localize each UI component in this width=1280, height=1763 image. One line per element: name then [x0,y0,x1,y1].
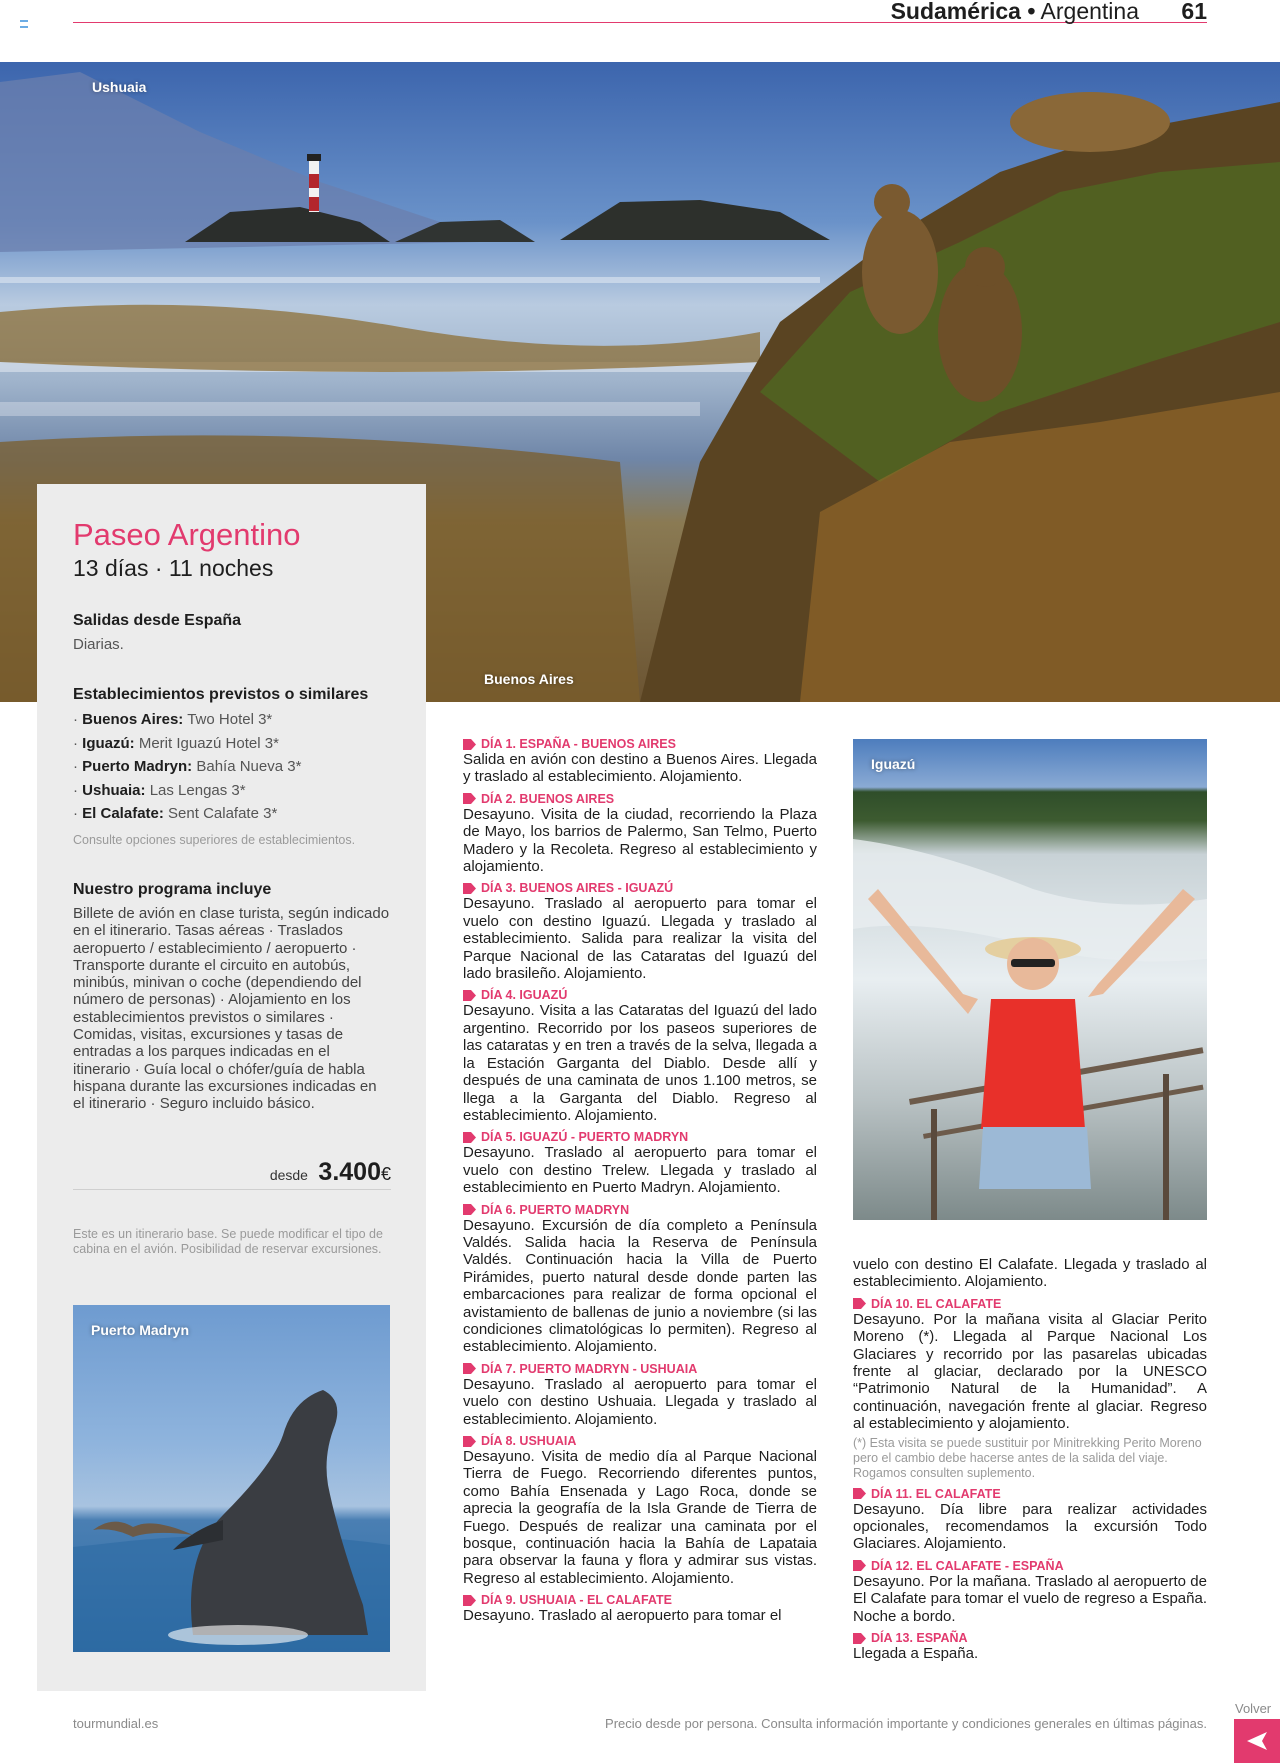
back-arrow-icon [1245,1730,1269,1752]
day-title: DÍA 4. IGUAZÚ [481,988,568,1003]
hotel-city: Iguazú: [82,734,135,752]
day-title: DÍA 13. ESPAÑA [871,1631,968,1646]
flag-icon [20,20,28,27]
whale-photo-label: Puerto Madryn [91,1322,190,1338]
day-heading [853,1631,1207,1645]
day-heading [463,1130,817,1144]
iguazu-photo [853,739,1207,1220]
tag-icon [853,1633,866,1644]
departures-text: Diarias. [73,636,124,653]
day-title: DÍA 1. ESPAÑA - BUENOS AIRES [481,737,676,751]
tag-icon [853,1488,866,1499]
whale-illustration [73,1305,390,1652]
hotel-city: Buenos Aires: [82,711,184,728]
tag-icon [463,739,476,750]
day-text: Desayuno. Por la mañana visita al Glaciar Perito Moreno (*). Llegada al Parque Nacional Los Glaciares y recorrido por las pasarelas ubicadas frente al glaciar, declarado por la UNESCO “Patrimonio Natural de la Humanidad”. A continuación, navegación frente al glaciar. Regreso al establecimiento y alojamiento. [853,1310,1207,1433]
day-title: DÍA 10. EL CALAFATE [871,1296,1002,1311]
header-title [891,0,1207,22]
day-heading [463,792,817,806]
day-text-continuation: vuelo con destino El Calafate. Llegada y traslado al establecimiento. Alojamiento. [853,1256,1207,1291]
day-title: DÍA 3. BUENOS AIRES - IGUAZÚ [481,881,674,896]
list-item: · Buenos Aires: Two Hotel 3* [73,711,273,728]
tag-icon [463,793,476,804]
day-heading [853,1559,1207,1573]
iguazu-photo-label: Iguazú [871,756,916,772]
footer-site-link[interactable]: tourmundial.es [73,1716,159,1731]
hotel-list [73,708,301,826]
hotel-city: Puerto Madryn: [82,758,193,775]
hotel-name: Las Lengas 3* [149,781,246,799]
iguazu-illustration [853,739,1207,1220]
price-currency: € [380,1164,391,1184]
tag-icon [853,1560,866,1571]
day-title: DÍA 11. EL CALAFATE [871,1486,1001,1501]
day-text: Desayuno. Traslado al aeropuerto para tomar el vuelo con destino Iguazú. Llegada y traslado al establecimiento. Salida para realizar la visita del Parque Nacional de las Cataratas del Iguazú del lado brasileño. Alojamiento. [463,895,817,983]
day-title: DÍA 8. USHUAIA [481,1434,577,1448]
page-number: 61 [1181,0,1207,24]
hotels-note: Consulte opciones superiores de establecimientos. [73,833,356,847]
list-item: · Iguazú: Merit Iguazú Hotel 3* [73,734,279,752]
hotel-name: Bahía Nueva 3* [196,758,302,775]
price [73,1158,391,1187]
itinerary-column-1 [463,737,817,1625]
day-text: Salida en avión con destino a Buenos Aires. Llegada y traslado al establecimiento. Alojamiento. [463,751,817,786]
price-amount: 3.400 [318,1158,381,1186]
tag-icon [463,1595,476,1606]
day-text: Desayuno. Visita de la ciudad, recorriendo la Plaza de Mayo, los barrios de Palermo, San Telmo, Puerto Madero y la Recoleta. Regreso al establecimiento y alojamiento. [463,805,817,876]
tag-icon [853,1298,866,1309]
price-from-label: desde [269,1167,308,1183]
price-divider [73,1189,391,1190]
day-heading [463,1362,817,1376]
header-separator: • [1027,0,1036,24]
day-heading [463,988,817,1002]
tag-icon [463,1132,476,1143]
hero-label-buenos-aires: Buenos Aires [484,671,574,687]
day-title: DÍA 2. BUENOS AIRES [481,791,615,806]
day-heading [853,1297,1207,1311]
hotel-name: Merit Iguazú Hotel 3* [138,734,279,752]
hotel-name: Sent Calafate 3* [168,805,278,822]
day-note: (*) Esta visita se puede sustituir por Minitrekking Perito Moreno pero el cambio debe hacerse antes de la salida del viaje. Rogamos consulten suplemento. [853,1435,1202,1480]
day-title: DÍA 9. USHUAIA - EL CALAFATE [481,1593,672,1608]
day-text: Desayuno. Día libre para realizar actividades opcionales, recomendamos la excursión Todo Glaciares. Alojamiento. [853,1500,1207,1553]
day-text: Desayuno. Visita de medio día al Parque Nacional Tierra de Fuego. Recorriendo diferentes puntos, como Bahía Ensenada y Lago Roca, donde se aprecia la geografía de la Isla Grande de Tierra de Fuego. Después de realizar una caminata por el bosque, continuación hacia la Bahía de Lapataia para observar la fauna y flora y admirar sus vistas. Regreso al establecimiento. Alojamiento. [463,1448,817,1587]
day-title: DÍA 7. PUERTO MADRYN - USHUAIA [481,1361,698,1376]
header-region: Sudamérica [890,0,1021,24]
hotel-name: Two Hotel 3* [187,711,273,728]
day-title: DÍA 5. IGUAZÚ - PUERTO MADRYN [481,1130,689,1145]
tag-icon [463,883,476,894]
footer-note: Precio desde por persona. Consulta información importante y condiciones generales en últimas páginas. [605,1716,1207,1731]
day-title: DÍA 12. EL CALAFATE - ESPAÑA [871,1558,1064,1573]
day-heading [853,1487,1207,1501]
day-text: Desayuno. Excursión de día completo a Península Valdés. Salida hacia la Reserva de Península Valdés. Continuación hacia la Villa de Puerto Pirámides, puerto natural desde donde parten las embarcaciones para realizar de forma opcional el avistamiento de ballenas de junio a noviembre (si las condiciones climatológicas lo permiten). Regreso al establecimiento. Alojamiento. [463,1216,817,1356]
disclaimer: Este es un itinerario base. Se puede modificar el tipo de cabina en el avión. Posibilidad de reservar excursiones. [73,1227,383,1256]
day-text: Desayuno. Traslado al aeropuerto para tomar el vuelo con destino Trelew. Llegada y traslado al establecimiento en Puerto Madryn. Alojamiento. [463,1144,817,1197]
tag-icon [463,1204,476,1215]
day-text: Llegada a España. [853,1645,979,1663]
includes-text: Billete de avión en clase turista, según indicado en el itinerario. Tasas aéreas · Traslados aeropuerto / establecimiento / aeropuerto · Transporte durante el circuito en autobús, minibús, minivan o coche (dependiendo del número de personas) · Alojamiento en los establecimientos previstos o similares · Comidas, visitas, excursiones y tasas de entradas a los parques indicadas en el itinerario · Guía local o chófer/guía de habla hispana durante las excursiones indicadas en el itinerario · Seguro incluido básico. [73,905,390,1113]
hotel-city: El Calafate: [82,805,164,822]
back-button[interactable] [1234,1719,1280,1763]
day-heading [463,737,817,751]
day-text: Desayuno. Traslado al aeropuerto para tomar el vuelo con destino Ushuaia. Llegada y traslado al establecimiento. Alojamiento. [463,1375,817,1428]
hotels-heading: Establecimientos previstos o similares [73,686,369,703]
list-item: · Puerto Madryn: Bahía Nueva 3* [73,758,302,775]
hero-label-ushuaia: Ushuaia [92,79,147,95]
day-text: Desayuno. Traslado al aeropuerto para tomar el [463,1607,782,1625]
trip-title: Paseo Argentino [73,517,301,552]
itinerary-column-2 [853,1256,1207,1663]
day-heading [463,1593,817,1607]
departures-heading: Salidas desde España [73,612,242,629]
day-text: Desayuno. Por la mañana. Traslado al aeropuerto de El Calafate para tomar el vuelo de regreso a España. Noche a bordo. [853,1572,1207,1625]
day-title: DÍA 6. PUERTO MADRYN [481,1202,630,1217]
header-country: Argentina [1040,0,1140,24]
list-item: · Ushuaia: Las Lengas 3* [73,781,246,799]
tag-icon [463,1363,476,1374]
tag-icon [463,990,476,1001]
day-heading [463,1434,817,1448]
day-heading [463,881,817,895]
trip-duration: 13 días · 11 noches [73,555,274,581]
back-label: Volver [1235,1701,1272,1716]
tag-icon [463,1436,476,1447]
includes-heading: Nuestro programa incluye [73,881,272,898]
day-text: Desayuno. Visita a las Cataratas del Iguazú del lado argentino. Recorrido por los paseos superiores de las cataratas y en tren a través de la selva, llegada a la Estación Garganta del Diablo. Desde allí y después de una caminata de unos 1.100 metros, se llega a la Garganta del Diablo. Regreso al establecimiento. Alojamiento. [463,1002,817,1124]
list-item: · El Calafate: Sent Calafate 3* [73,805,278,822]
whale-photo [73,1305,390,1652]
day-heading [463,1203,817,1217]
hotel-city: Ushuaia: [82,781,146,799]
